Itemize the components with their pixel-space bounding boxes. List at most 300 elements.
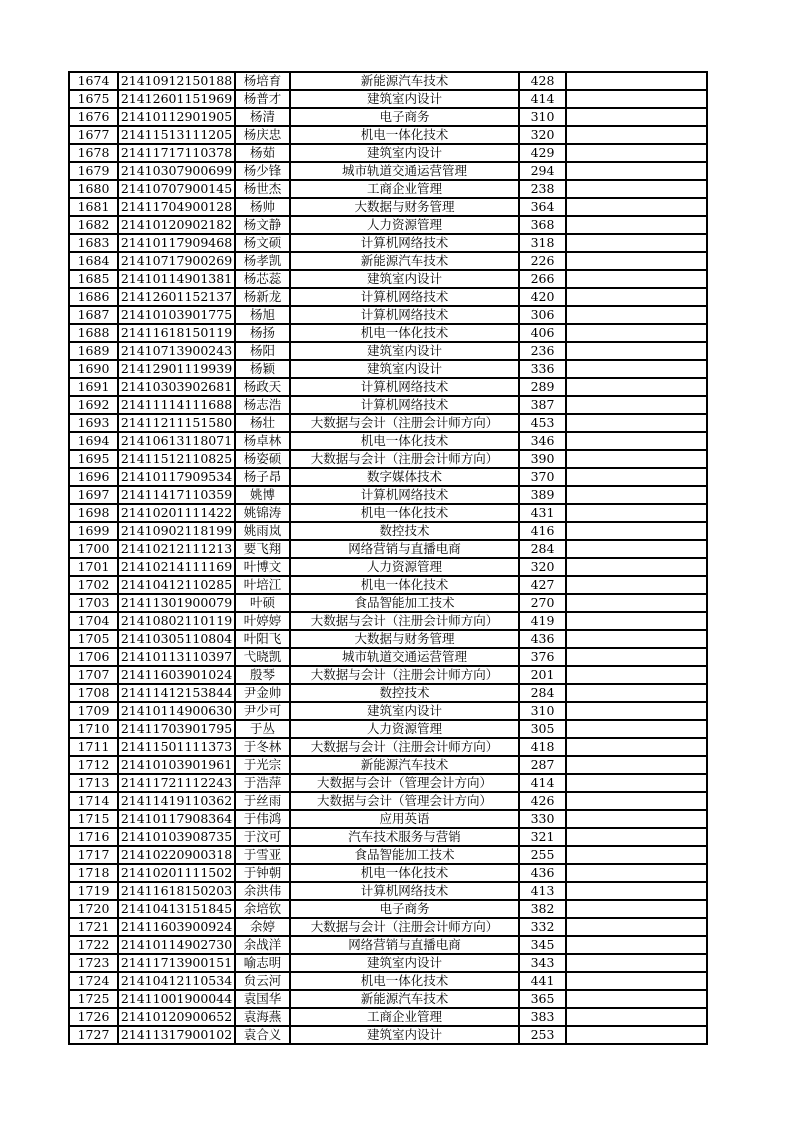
empty-cell — [566, 504, 707, 522]
row-number-cell: 1680 — [69, 180, 118, 198]
row-number-cell: 1719 — [69, 882, 118, 900]
score-cell: 389 — [519, 486, 566, 504]
student-id-cell: 21410214111169 — [118, 558, 235, 576]
score-cell: 236 — [519, 342, 566, 360]
name-cell: 要飞翔 — [235, 540, 290, 558]
empty-cell — [566, 846, 707, 864]
student-id-cell: 21411317900102 — [118, 1026, 235, 1044]
major-cell: 建筑室内设计 — [290, 144, 519, 162]
row-number-cell: 1674 — [69, 72, 118, 90]
name-cell: 杨新龙 — [235, 288, 290, 306]
empty-cell — [566, 180, 707, 198]
row-number-cell: 1714 — [69, 792, 118, 810]
student-id-cell: 21411211151580 — [118, 414, 235, 432]
student-id-cell: 21410912150188 — [118, 72, 235, 90]
major-cell: 大数据与会计（注册会计师方向） — [290, 612, 519, 630]
score-cell: 406 — [519, 324, 566, 342]
empty-cell — [566, 558, 707, 576]
name-cell: 于雪亚 — [235, 846, 290, 864]
major-cell: 机电一体化技术 — [290, 324, 519, 342]
score-cell: 387 — [519, 396, 566, 414]
name-cell: 叶婷婷 — [235, 612, 290, 630]
name-cell: 余培钦 — [235, 900, 290, 918]
major-cell: 数控技术 — [290, 684, 519, 702]
name-cell: 杨茹 — [235, 144, 290, 162]
table-row — [69, 324, 707, 342]
student-id-cell: 21410613118071 — [118, 432, 235, 450]
table-row — [69, 1008, 707, 1026]
name-cell: 于钟朝 — [235, 864, 290, 882]
empty-cell — [566, 540, 707, 558]
major-cell: 新能源汽车技术 — [290, 990, 519, 1008]
table-row — [69, 252, 707, 270]
major-cell: 计算机网络技术 — [290, 234, 519, 252]
name-cell: 余洪伟 — [235, 882, 290, 900]
score-cell: 345 — [519, 936, 566, 954]
score-cell: 305 — [519, 720, 566, 738]
row-number-cell: 1721 — [69, 918, 118, 936]
name-cell: 叶阳飞 — [235, 630, 290, 648]
empty-cell — [566, 882, 707, 900]
score-cell: 318 — [519, 234, 566, 252]
row-number-cell: 1724 — [69, 972, 118, 990]
score-cell: 376 — [519, 648, 566, 666]
student-id-cell: 21411603900924 — [118, 918, 235, 936]
table-row — [69, 936, 707, 954]
name-cell: 袁国华 — [235, 990, 290, 1008]
row-number-cell: 1705 — [69, 630, 118, 648]
student-id-cell: 21410713900243 — [118, 342, 235, 360]
row-number-cell: 1679 — [69, 162, 118, 180]
table-row — [69, 270, 707, 288]
table-row — [69, 72, 707, 90]
row-number-cell: 1703 — [69, 594, 118, 612]
student-id-cell: 21410707900145 — [118, 180, 235, 198]
table-row — [69, 306, 707, 324]
student-id-cell: 21411618150119 — [118, 324, 235, 342]
table-row — [69, 360, 707, 378]
major-cell: 新能源汽车技术 — [290, 252, 519, 270]
major-cell: 建筑室内设计 — [290, 1026, 519, 1044]
table-body — [69, 72, 707, 1044]
score-cell: 428 — [519, 72, 566, 90]
table-row — [69, 522, 707, 540]
major-cell: 机电一体化技术 — [290, 972, 519, 990]
name-cell: 杨壮 — [235, 414, 290, 432]
student-id-cell: 21411419110362 — [118, 792, 235, 810]
major-cell: 食品智能加工技术 — [290, 846, 519, 864]
table-row — [69, 180, 707, 198]
row-number-cell: 1722 — [69, 936, 118, 954]
document-page — [68, 71, 708, 1045]
score-cell: 365 — [519, 990, 566, 1008]
student-id-cell: 21411704900128 — [118, 198, 235, 216]
student-id-cell: 21411717110378 — [118, 144, 235, 162]
table-row — [69, 198, 707, 216]
row-number-cell: 1682 — [69, 216, 118, 234]
table-row — [69, 504, 707, 522]
score-cell: 418 — [519, 738, 566, 756]
empty-cell — [566, 954, 707, 972]
row-number-cell: 1684 — [69, 252, 118, 270]
name-cell: 姚雨岚 — [235, 522, 290, 540]
row-number-cell: 1706 — [69, 648, 118, 666]
score-cell: 284 — [519, 684, 566, 702]
major-cell: 计算机网络技术 — [290, 882, 519, 900]
student-id-cell: 21410103908735 — [118, 828, 235, 846]
empty-cell — [566, 306, 707, 324]
row-number-cell: 1683 — [69, 234, 118, 252]
name-cell: 于丝雨 — [235, 792, 290, 810]
name-cell: 杨孝凯 — [235, 252, 290, 270]
name-cell: 杨子昂 — [235, 468, 290, 486]
student-id-cell: 21410113110397 — [118, 648, 235, 666]
major-cell: 大数据与财务管理 — [290, 198, 519, 216]
major-cell: 建筑室内设计 — [290, 360, 519, 378]
empty-cell — [566, 486, 707, 504]
empty-cell — [566, 522, 707, 540]
student-id-cell: 21410802110119 — [118, 612, 235, 630]
empty-cell — [566, 288, 707, 306]
major-cell: 大数据与财务管理 — [290, 630, 519, 648]
student-id-cell: 21410103901775 — [118, 306, 235, 324]
student-id-cell: 21410412110534 — [118, 972, 235, 990]
row-number-cell: 1691 — [69, 378, 118, 396]
name-cell: 叶培江 — [235, 576, 290, 594]
row-number-cell: 1699 — [69, 522, 118, 540]
score-cell: 253 — [519, 1026, 566, 1044]
score-cell: 441 — [519, 972, 566, 990]
table-row — [69, 414, 707, 432]
major-cell: 计算机网络技术 — [290, 396, 519, 414]
empty-cell — [566, 396, 707, 414]
table-row — [69, 144, 707, 162]
score-cell: 201 — [519, 666, 566, 684]
row-number-cell: 1696 — [69, 468, 118, 486]
empty-cell — [566, 252, 707, 270]
score-cell: 332 — [519, 918, 566, 936]
table-row — [69, 720, 707, 738]
name-cell: 杨文硕 — [235, 234, 290, 252]
table-row — [69, 774, 707, 792]
major-cell: 食品智能加工技术 — [290, 594, 519, 612]
row-number-cell: 1723 — [69, 954, 118, 972]
table-row — [69, 756, 707, 774]
empty-cell — [566, 936, 707, 954]
score-cell: 382 — [519, 900, 566, 918]
table-row — [69, 900, 707, 918]
name-cell: 杨文静 — [235, 216, 290, 234]
table-row — [69, 342, 707, 360]
name-cell: 杨培育 — [235, 72, 290, 90]
score-cell: 310 — [519, 702, 566, 720]
name-cell: 杨扬 — [235, 324, 290, 342]
major-cell: 大数据与会计（注册会计师方向） — [290, 738, 519, 756]
student-id-cell: 21410117909534 — [118, 468, 235, 486]
student-id-cell: 21410220900318 — [118, 846, 235, 864]
name-cell: 杨颖 — [235, 360, 290, 378]
empty-cell — [566, 342, 707, 360]
name-cell: 余战洋 — [235, 936, 290, 954]
score-cell: 284 — [519, 540, 566, 558]
table-row — [69, 450, 707, 468]
empty-cell — [566, 198, 707, 216]
empty-cell — [566, 324, 707, 342]
score-cell: 287 — [519, 756, 566, 774]
name-cell: 杨普才 — [235, 90, 290, 108]
score-cell: 364 — [519, 198, 566, 216]
empty-cell — [566, 900, 707, 918]
student-id-cell: 21411618150203 — [118, 882, 235, 900]
row-number-cell: 1675 — [69, 90, 118, 108]
row-number-cell: 1700 — [69, 540, 118, 558]
student-id-cell: 21410413151845 — [118, 900, 235, 918]
empty-cell — [566, 162, 707, 180]
row-number-cell: 1689 — [69, 342, 118, 360]
empty-cell — [566, 234, 707, 252]
table-row — [69, 576, 707, 594]
student-results-table — [68, 71, 708, 1045]
score-cell: 289 — [519, 378, 566, 396]
score-cell: 420 — [519, 288, 566, 306]
score-cell: 429 — [519, 144, 566, 162]
student-id-cell: 21410307900699 — [118, 162, 235, 180]
score-cell: 346 — [519, 432, 566, 450]
score-cell: 436 — [519, 630, 566, 648]
student-id-cell: 21410103901961 — [118, 756, 235, 774]
student-id-cell: 21410112901905 — [118, 108, 235, 126]
table-row — [69, 378, 707, 396]
major-cell: 新能源汽车技术 — [290, 72, 519, 90]
row-number-cell: 1707 — [69, 666, 118, 684]
major-cell: 大数据与会计（注册会计师方向） — [290, 918, 519, 936]
empty-cell — [566, 702, 707, 720]
empty-cell — [566, 72, 707, 90]
row-number-cell: 1701 — [69, 558, 118, 576]
major-cell: 计算机网络技术 — [290, 378, 519, 396]
name-cell: 杨阳 — [235, 342, 290, 360]
major-cell: 电子商务 — [290, 900, 519, 918]
row-number-cell: 1725 — [69, 990, 118, 1008]
name-cell: 杨政天 — [235, 378, 290, 396]
student-id-cell: 21411412153844 — [118, 684, 235, 702]
table-row — [69, 630, 707, 648]
score-cell: 238 — [519, 180, 566, 198]
score-cell: 368 — [519, 216, 566, 234]
student-id-cell: 21412601152137 — [118, 288, 235, 306]
score-cell: 343 — [519, 954, 566, 972]
score-cell: 310 — [519, 108, 566, 126]
student-id-cell: 21412901119939 — [118, 360, 235, 378]
major-cell: 机电一体化技术 — [290, 504, 519, 522]
score-cell: 320 — [519, 126, 566, 144]
empty-cell — [566, 270, 707, 288]
table-row — [69, 918, 707, 936]
empty-cell — [566, 666, 707, 684]
score-cell: 270 — [519, 594, 566, 612]
empty-cell — [566, 1008, 707, 1026]
major-cell: 电子商务 — [290, 108, 519, 126]
major-cell: 网络营销与直播电商 — [290, 540, 519, 558]
empty-cell — [566, 144, 707, 162]
score-cell: 255 — [519, 846, 566, 864]
empty-cell — [566, 774, 707, 792]
student-id-cell: 21410303902681 — [118, 378, 235, 396]
row-number-cell: 1677 — [69, 126, 118, 144]
row-number-cell: 1704 — [69, 612, 118, 630]
empty-cell — [566, 972, 707, 990]
major-cell: 城市轨道交通运营管理 — [290, 162, 519, 180]
row-number-cell: 1687 — [69, 306, 118, 324]
major-cell: 工商企业管理 — [290, 180, 519, 198]
empty-cell — [566, 738, 707, 756]
name-cell: 殷琴 — [235, 666, 290, 684]
row-number-cell: 1681 — [69, 198, 118, 216]
name-cell: 喻志明 — [235, 954, 290, 972]
student-id-cell: 21410201111422 — [118, 504, 235, 522]
name-cell: 姚博 — [235, 486, 290, 504]
empty-cell — [566, 450, 707, 468]
row-number-cell: 1693 — [69, 414, 118, 432]
empty-cell — [566, 756, 707, 774]
empty-cell — [566, 720, 707, 738]
table-row — [69, 468, 707, 486]
table-row — [69, 594, 707, 612]
empty-cell — [566, 432, 707, 450]
name-cell: 杨帅 — [235, 198, 290, 216]
score-cell: 383 — [519, 1008, 566, 1026]
empty-cell — [566, 576, 707, 594]
student-id-cell: 21410114901381 — [118, 270, 235, 288]
table-row — [69, 558, 707, 576]
table-row — [69, 612, 707, 630]
major-cell: 建筑室内设计 — [290, 954, 519, 972]
name-cell: 杨志浩 — [235, 396, 290, 414]
row-number-cell: 1688 — [69, 324, 118, 342]
major-cell: 计算机网络技术 — [290, 306, 519, 324]
empty-cell — [566, 414, 707, 432]
empty-cell — [566, 378, 707, 396]
score-cell: 431 — [519, 504, 566, 522]
major-cell: 建筑室内设计 — [290, 342, 519, 360]
student-id-cell: 21410902118199 — [118, 522, 235, 540]
empty-cell — [566, 594, 707, 612]
major-cell: 数字媒体技术 — [290, 468, 519, 486]
name-cell: 杨世杰 — [235, 180, 290, 198]
table-row — [69, 666, 707, 684]
row-number-cell: 1711 — [69, 738, 118, 756]
table-row — [69, 288, 707, 306]
student-id-cell: 21411512110825 — [118, 450, 235, 468]
name-cell: 贠云河 — [235, 972, 290, 990]
score-cell: 413 — [519, 882, 566, 900]
empty-cell — [566, 612, 707, 630]
student-id-cell: 21411301900079 — [118, 594, 235, 612]
empty-cell — [566, 1026, 707, 1044]
major-cell: 机电一体化技术 — [290, 126, 519, 144]
score-cell: 436 — [519, 864, 566, 882]
empty-cell — [566, 828, 707, 846]
major-cell: 人力资源管理 — [290, 216, 519, 234]
row-number-cell: 1698 — [69, 504, 118, 522]
student-id-cell: 21411713900151 — [118, 954, 235, 972]
score-cell: 390 — [519, 450, 566, 468]
table-row — [69, 972, 707, 990]
major-cell: 机电一体化技术 — [290, 864, 519, 882]
row-number-cell: 1727 — [69, 1026, 118, 1044]
student-id-cell: 21411501111373 — [118, 738, 235, 756]
major-cell: 人力资源管理 — [290, 720, 519, 738]
row-number-cell: 1685 — [69, 270, 118, 288]
major-cell: 新能源汽车技术 — [290, 756, 519, 774]
score-cell: 226 — [519, 252, 566, 270]
empty-cell — [566, 126, 707, 144]
score-cell: 414 — [519, 774, 566, 792]
empty-cell — [566, 90, 707, 108]
major-cell: 大数据与会计（注册会计师方向） — [290, 666, 519, 684]
row-number-cell: 1713 — [69, 774, 118, 792]
name-cell: 叶博文 — [235, 558, 290, 576]
empty-cell — [566, 216, 707, 234]
name-cell: 于伟鸿 — [235, 810, 290, 828]
table-row — [69, 882, 707, 900]
student-id-cell: 21410120902182 — [118, 216, 235, 234]
row-number-cell: 1708 — [69, 684, 118, 702]
student-id-cell: 21410412110285 — [118, 576, 235, 594]
row-number-cell: 1702 — [69, 576, 118, 594]
table-row — [69, 846, 707, 864]
name-cell: 杨庆忠 — [235, 126, 290, 144]
table-row — [69, 864, 707, 882]
major-cell: 建筑室内设计 — [290, 702, 519, 720]
name-cell: 姚锦涛 — [235, 504, 290, 522]
student-id-cell: 21410117908364 — [118, 810, 235, 828]
empty-cell — [566, 864, 707, 882]
score-cell: 320 — [519, 558, 566, 576]
score-cell: 294 — [519, 162, 566, 180]
name-cell: 袁合义 — [235, 1026, 290, 1044]
table-row — [69, 162, 707, 180]
table-row — [69, 486, 707, 504]
row-number-cell: 1676 — [69, 108, 118, 126]
student-id-cell: 21410114900630 — [118, 702, 235, 720]
name-cell: 杨卓林 — [235, 432, 290, 450]
row-number-cell: 1690 — [69, 360, 118, 378]
empty-cell — [566, 630, 707, 648]
table-row — [69, 810, 707, 828]
student-id-cell: 21411417110359 — [118, 486, 235, 504]
empty-cell — [566, 468, 707, 486]
empty-cell — [566, 108, 707, 126]
student-id-cell: 21410117909468 — [118, 234, 235, 252]
empty-cell — [566, 918, 707, 936]
row-number-cell: 1726 — [69, 1008, 118, 1026]
empty-cell — [566, 990, 707, 1008]
row-number-cell: 1716 — [69, 828, 118, 846]
major-cell: 机电一体化技术 — [290, 576, 519, 594]
table-row — [69, 792, 707, 810]
name-cell: 于浩萍 — [235, 774, 290, 792]
student-id-cell: 21411001900044 — [118, 990, 235, 1008]
empty-cell — [566, 684, 707, 702]
major-cell: 网络营销与直播电商 — [290, 936, 519, 954]
name-cell: 尹金帅 — [235, 684, 290, 702]
name-cell: 尹少可 — [235, 702, 290, 720]
row-number-cell: 1720 — [69, 900, 118, 918]
major-cell: 大数据与会计（注册会计师方向） — [290, 450, 519, 468]
name-cell: 于光宗 — [235, 756, 290, 774]
name-cell: 杨清 — [235, 108, 290, 126]
